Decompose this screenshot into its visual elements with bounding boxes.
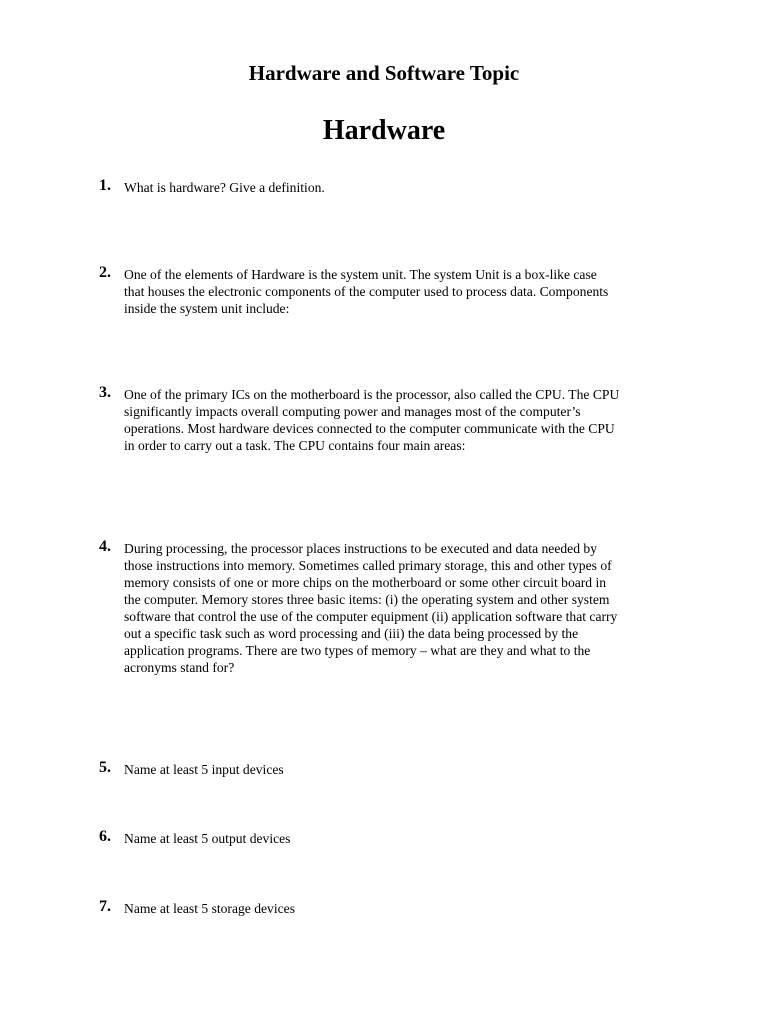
question-text-line: Name at least 5 storage devices <box>124 901 295 916</box>
question-text <box>124 179 698 196</box>
question-text-line: operations. Most hardware devices connected to the computer communicate with the CPU <box>124 421 615 436</box>
question-text-line: inside the system unit include: <box>124 301 290 316</box>
question-text-line: the computer. Memory stores three basic items: (i) the operating system and other system <box>124 592 610 607</box>
question-number: 7. <box>99 898 111 915</box>
question-text <box>124 266 698 317</box>
question-text-line: One of the primary ICs on the motherboard is the processor, also called the CPU. The CPU <box>124 387 620 402</box>
question-number: 2. <box>99 264 111 281</box>
question-text <box>124 386 698 454</box>
question-text-line: acronyms stand for? <box>124 660 235 675</box>
page-title: Hardware and Software Topic <box>248 61 520 85</box>
question-text-line: in order to carry out a task. The CPU contains four main areas: <box>124 438 466 453</box>
question-text <box>124 540 698 676</box>
question-text <box>124 830 698 847</box>
question-number: 5. <box>99 759 111 776</box>
question-text-line: memory consists of one or more chips on the motherboard or some other circuit board in <box>124 575 607 590</box>
question-text-line: significantly impacts overall computing power and manages most of the computer’s <box>124 404 581 419</box>
question-text-line: One of the elements of Hardware is the system unit. The system Unit is a box-like case <box>124 267 597 282</box>
question-text-line: out a specific task such as word processing and (iii) the data being processed by the <box>124 626 579 641</box>
question-text-line: What is hardware? Give a definition. <box>124 180 325 195</box>
question-text-line: During processing, the processor places instructions to be executed and data needed by <box>124 541 597 556</box>
question-text-line: that houses the electronic components of the computer used to process data. Components <box>124 284 609 299</box>
question-text-line: Name at least 5 output devices <box>124 831 291 846</box>
question-text-line: software that control the use of the computer equipment (ii) application software that carry <box>124 609 618 624</box>
question-text <box>124 900 698 917</box>
question-number: 4. <box>99 538 111 555</box>
question-number: 6. <box>99 828 111 845</box>
question-number: 1. <box>99 177 111 194</box>
question-number: 3. <box>99 384 111 401</box>
section-title: Hardware <box>322 115 446 146</box>
question-text <box>124 761 698 778</box>
question-text-line: application programs. There are two types of memory – what are they and what to the <box>124 643 591 658</box>
question-text-line: Name at least 5 input devices <box>124 762 284 777</box>
question-text-line: those instructions into memory. Sometimes called primary storage, this and other types of <box>124 558 612 573</box>
